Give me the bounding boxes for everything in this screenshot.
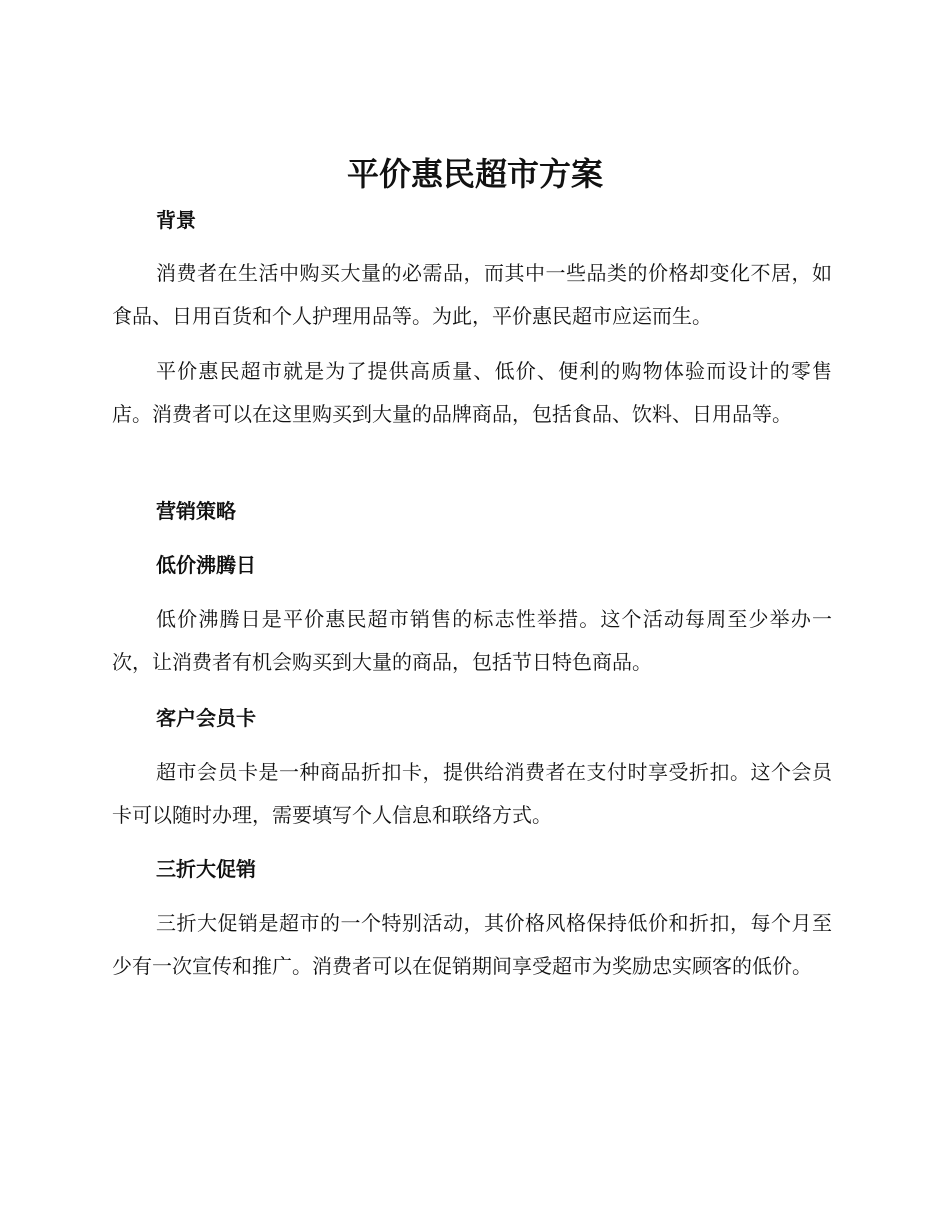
paragraph-low-price-day: 低价沸腾日是平价惠民超市销售的标志性举措。这个活动每周至少举办一次，让消费者有机会购买到大量的商品，包括节日特色商品。 [112, 607, 832, 674]
heading-marketing-strategy: 营销策略 [156, 499, 236, 523]
document-title: 平价惠民超市方案 [346, 155, 603, 193]
heading-background: 背景 [156, 208, 196, 232]
paragraph-thirty-percent-sale: 三折大促销是超市的一个特别活动，其价格风格保持低价和折扣，每个月至少有一次宣传和推广。消费者可以在促销期间享受超市为奖励忠实顾客的低价。 [112, 911, 832, 978]
paragraph-background-2: 平价惠民超市就是为了提供高质量、低价、便利的购物体验而设计的零售店。消费者可以在这里购买到大量的品牌商品，包括食品、饮料、日用品等。 [112, 359, 832, 426]
heading-low-price-day: 低价沸腾日 [156, 553, 256, 577]
heading-thirty-percent-sale: 三折大促销 [156, 857, 256, 881]
paragraph-background-1: 消费者在生活中购买大量的必需品，而其中一些品类的价格却变化不居，如食品、日用百货和个人护理用品等。为此，平价惠民超市应运而生。 [112, 261, 832, 328]
heading-member-card: 客户会员卡 [156, 706, 256, 730]
paragraph-member-card: 超市会员卡是一种商品折扣卡，提供给消费者在支付时享受折扣。这个会员卡可以随时办理，需要填写个人信息和联络方式。 [112, 760, 832, 827]
